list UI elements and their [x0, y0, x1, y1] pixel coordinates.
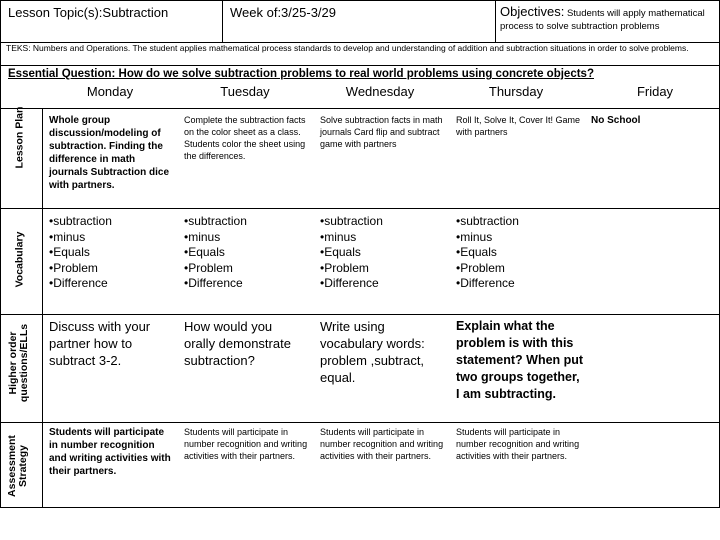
assessment-line1: Assessment [6, 435, 18, 497]
vocab-item: •Problem [456, 260, 505, 275]
row-line-vocab [0, 314, 720, 315]
higher-order-wednesday: Write using vocabulary words: problem ,subtract, equal. [320, 319, 425, 385]
teks-text: TEKS: Numbers and Operations. The student applies mathematical process standards to develop and understanding of addition and subtraction situations in order to solve problems. [6, 43, 689, 53]
day-thursday: Thursday [488, 84, 544, 99]
day-tuesday: Tuesday [220, 84, 270, 99]
vocab-item: •minus [49, 229, 86, 244]
vocab-item: •Difference [456, 276, 515, 290]
border-left [0, 0, 1, 508]
objectives-label: Objectives: [500, 5, 565, 19]
vocab-item: •Problem [320, 260, 369, 275]
vocab-item: •minus [320, 229, 357, 244]
vocab-item: •subtraction [49, 214, 112, 228]
vocab-item: •subtraction [456, 214, 519, 228]
row-line-days [0, 108, 720, 109]
assessment-wednesday: Students will participate in number recognition and writing activities with their partners. [320, 427, 444, 461]
header-divider-2 [495, 0, 496, 42]
week-of: Week of:3/25-3/29 [230, 5, 336, 20]
vocab-item: •Equals [49, 245, 90, 259]
row-line-teks [0, 65, 720, 66]
vocab-item: •Equals [184, 245, 225, 259]
row-label-lesson-plan: Lesson Plan [13, 106, 26, 169]
vocab-item: •Difference [49, 276, 108, 290]
day-friday: Friday [636, 84, 674, 99]
higher-order-line1: Higher order [7, 331, 19, 395]
higher-order-thursday: Explain what the problem is with this statement? When put two groups together, I am subtracting. [456, 319, 584, 401]
vocab-tuesday [184, 214, 306, 292]
row-label-higher-order [8, 313, 32, 413]
vocab-item: •minus [184, 229, 221, 244]
lesson-topic: Lesson Topic(s):Subtraction [8, 5, 169, 20]
vocab-item: •Difference [320, 276, 379, 290]
lesson-plan-monday: Whole group discussion/modeling of subtraction. Finding the difference in math journals Subtraction dice with partners. [49, 115, 170, 191]
vocab-item: •subtraction [320, 214, 383, 228]
vocab-item: •subtraction [184, 214, 247, 228]
day-wednesday: Wednesday [345, 84, 415, 99]
lesson-plan-wednesday: Solve subtraction facts in math journals Card flip and subtract game with partners [320, 115, 443, 149]
essential-question: Essential Question: How do we solve subtraction problems to real world problems using concrete objects? [8, 68, 594, 80]
assessment-thursday: Students will participate in number recognition and writing activities with their partners. [456, 427, 580, 461]
vocab-monday [49, 214, 171, 292]
vocab-item: •Difference [184, 276, 243, 290]
higher-order-monday: Discuss with your partner how to subtract 3-2. [49, 319, 151, 368]
row-label-assessment [7, 421, 31, 511]
assessment-tuesday: Students will participate in number recognition and writing activities with their partners. [184, 427, 308, 461]
row-line-higher [0, 422, 720, 423]
col-line-label [42, 108, 43, 508]
row-label-vocabulary: Vocabulary [13, 231, 26, 288]
vocab-item: •Equals [320, 245, 361, 259]
vocab-wednesday [320, 214, 442, 292]
lesson-plan-tuesday: Complete the subtraction facts on the color sheet as a class. Students color the sheet using the differences. [184, 115, 306, 161]
vocab-item: •Problem [49, 260, 98, 275]
vocab-item: •minus [456, 229, 493, 244]
lesson-plan-friday: No School [591, 115, 641, 126]
vocab-thursday [456, 214, 578, 292]
higher-order-tuesday: How would you orally demonstrate subtraction? [184, 319, 291, 368]
day-monday: Monday [86, 84, 134, 99]
lesson-plan-thursday: Roll It, Solve It, Cover It! Game with partners [456, 115, 581, 137]
row-line-bottom [0, 507, 720, 508]
vocab-item: •Problem [184, 260, 233, 275]
assessment-monday: Students will participate in number recognition and writing activities with their partners. [49, 427, 171, 477]
higher-order-line2: questions/ELLs [18, 323, 30, 403]
vocab-item: •Equals [456, 245, 497, 259]
border-top [0, 0, 720, 1]
objectives [500, 5, 714, 41]
assessment-line2: Strategy [17, 445, 29, 488]
header-divider-1 [222, 0, 223, 42]
row-line-lesson [0, 208, 720, 209]
objectives-text: Students will apply mathematical process to solve subtraction problems [500, 8, 705, 32]
